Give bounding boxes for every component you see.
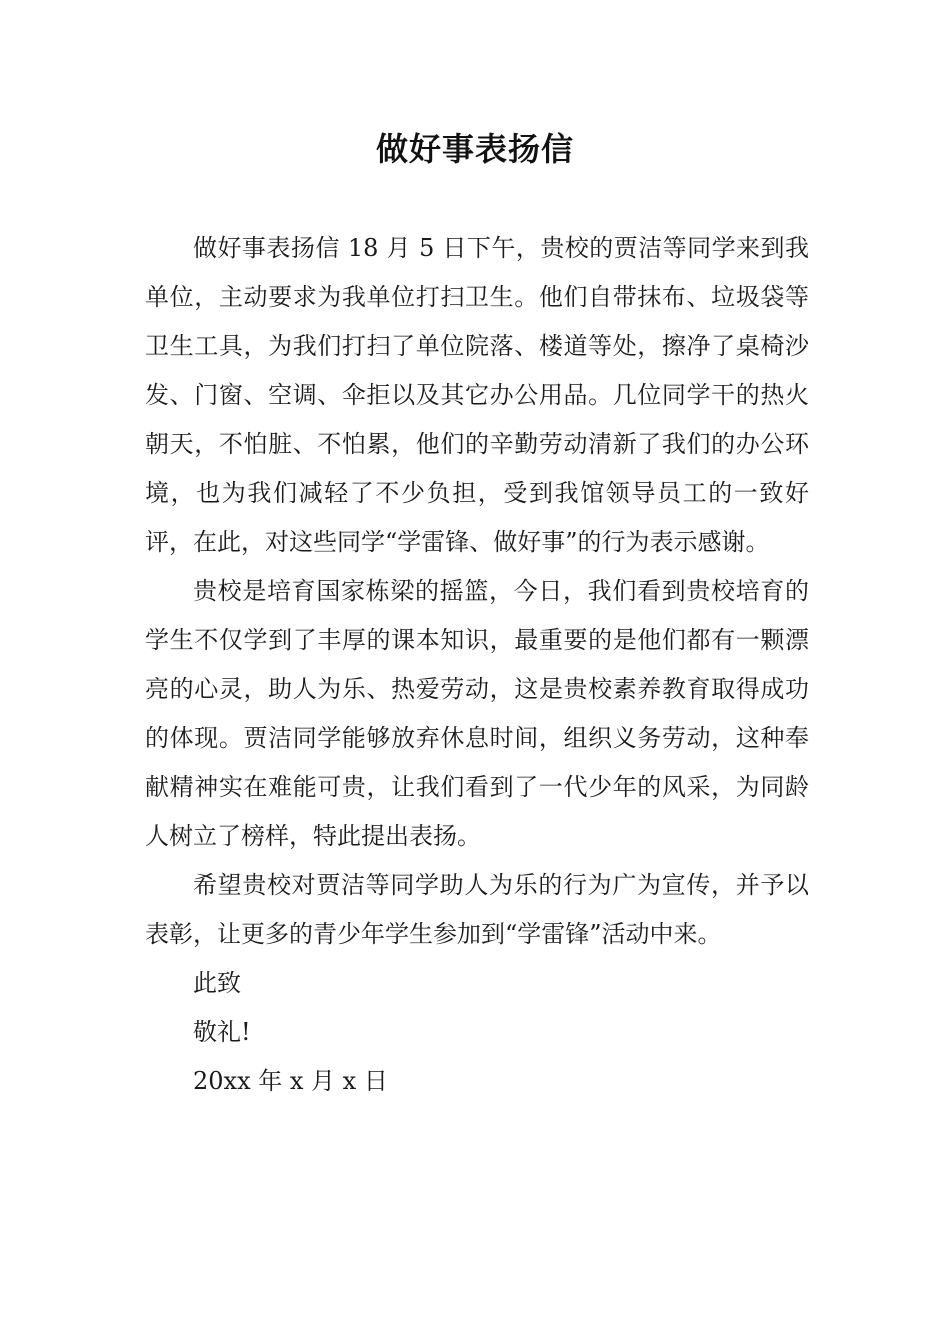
paragraph-3: 希望贵校对贾洁等同学助人为乐的行为广为宣传，并予以表彰，让更多的青少年学生参加到“学雷锋”活动中来。 bbox=[145, 871, 809, 948]
page-title: 做好事表扬信 bbox=[375, 130, 574, 168]
closing-salutation: 此致 bbox=[193, 969, 241, 997]
paragraph-2: 贵校是培育国家栋梁的摇篮，今日，我们看到贵校培育的学生不仅学到了丰厚的课本知识，最重要的是他们都有一颗漂亮的心灵，助人为乐、热爱劳动，这是贵校素养教育取得成功的体现。贾洁同学能够放弃休息时间，组织义务劳动，这种奉献精神实在难能可贵，让我们看到了一代少年的风采，为同龄人树立了榜样，特此提出表扬。 bbox=[145, 577, 809, 850]
closing-date: 20xx 年 x 月 x 日 bbox=[193, 1067, 388, 1095]
paragraph-1: 做好事表扬信 18 月 5 日下午，贵校的贾洁等同学来到我单位，主动要求为我单位打扫卫生。他们自带抹布、垃圾袋等卫生工具，为我们打扫了单位院落、楼道等处，擦净了桌椅沙发、门窗、空调、伞拒以及其它办公用品。几位同学干的热火朝天，不怕脏、不怕累，他们的辛勤劳动清新了我们的办公环境，也为我们减轻了不少负担，受到我馆领导员工的一致好评，在此，对这些同学“学雷锋、做好事”的行为表示感谢。 bbox=[145, 234, 809, 556]
letter-body bbox=[145, 224, 809, 1106]
closing-regards: 敬礼! bbox=[193, 1018, 251, 1046]
